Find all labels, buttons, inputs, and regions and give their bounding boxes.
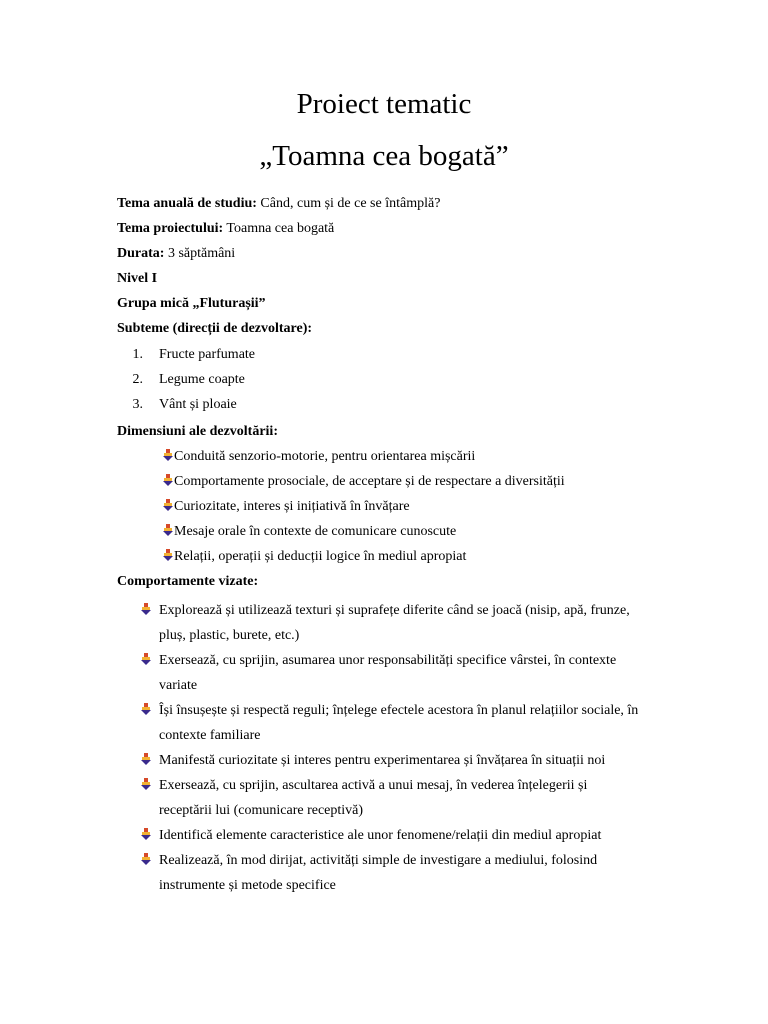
field-label: Tema proiectului: <box>117 221 224 236</box>
list-item <box>162 498 565 523</box>
arrow-down-bullet-icon <box>140 853 152 865</box>
list-number: 1. <box>132 347 143 362</box>
arrow-down-bullet-icon <box>162 449 174 461</box>
arrow-down-bullet-icon <box>162 549 174 561</box>
arrow-down-bullet-icon <box>162 499 174 511</box>
list-text: Exersează, cu sprijin, asumarea unor responsabilități specifice vârstei, în contexte variate <box>159 653 617 693</box>
list-item <box>162 448 565 473</box>
list-item <box>140 648 640 698</box>
list-item <box>140 773 640 823</box>
arrow-down-bullet-icon <box>140 603 152 615</box>
list-item <box>140 748 640 773</box>
list-number: 3. <box>132 397 143 412</box>
list-text: Vânt și ploaie <box>159 397 237 412</box>
field-label: Nivel I <box>117 271 158 286</box>
list-text: Își însușește și respectă reguli; înțelege efectele acestora în planul relațiilor sociale, în contexte familiare <box>159 703 639 743</box>
field-durata <box>117 246 235 262</box>
list-text: Mesaje orale în contexte de comunicare cunoscute <box>174 524 457 539</box>
subteme-list <box>117 346 255 421</box>
arrow-down-bullet-icon <box>140 703 152 715</box>
list-text: Conduită senzorio-motorie, pentru orientarea mișcării <box>174 449 476 464</box>
field-nivel <box>117 271 157 287</box>
list-text: Fructe parfumate <box>159 347 256 362</box>
list-item <box>140 823 640 848</box>
arrow-down-bullet-icon <box>162 474 174 486</box>
arrow-down-bullet-icon <box>162 524 174 536</box>
field-value: Când, cum și de ce se întâmplă? <box>256 196 441 211</box>
dimensiuni-list <box>162 448 565 573</box>
field-label: Grupa mică „Fluturașii” <box>117 296 266 311</box>
page-title: Proiect tematic <box>296 88 472 120</box>
list-text: Explorează și utilizează texturi și suprafețe diferite când se joacă (nisip, apă, frunze, pluș, plastic, burete, etc.) <box>159 603 630 643</box>
heading-text: Comportamente vizate: <box>117 574 259 589</box>
arrow-down-bullet-icon <box>140 753 152 765</box>
list-item <box>162 473 565 498</box>
list-item <box>140 598 640 648</box>
list-number: 2. <box>132 372 143 387</box>
field-grupa <box>117 296 266 312</box>
dimensiuni-heading <box>117 424 278 440</box>
list-text: Realizează, în mod dirijat, activități simple de investigare a mediului, folosind instrumente și metode specifice <box>159 853 598 893</box>
list-item <box>140 848 640 898</box>
heading-text: Dimensiuni ale dezvoltării: <box>117 424 278 439</box>
page-subtitle: „Toamna cea bogată” <box>259 140 509 172</box>
list-text: Manifestă curiozitate și interes pentru experimentarea și învățarea în situații noi <box>159 753 606 768</box>
list-text: Identifică elemente caracteristice ale unor fenomene/relații din mediul apropiat <box>159 828 602 843</box>
comportamente-list <box>140 598 640 898</box>
field-label: Tema anuală de studiu: <box>117 196 257 211</box>
arrow-down-bullet-icon <box>140 828 152 840</box>
arrow-down-bullet-icon <box>140 778 152 790</box>
list-text: Exersează, cu sprijin, ascultarea activă a unui mesaj, în vederea înțelegerii și receptării lui (comunicare receptivă) <box>159 778 588 818</box>
list-text: Comportamente prosociale, de acceptare și de respectare a diversității <box>174 474 565 489</box>
list-item <box>162 548 565 573</box>
list-item <box>162 523 565 548</box>
field-label: Subteme (direcții de dezvoltare): <box>117 321 313 336</box>
list-text: Relații, operații și deducții logice în mediul apropiat <box>174 549 467 564</box>
field-value: 3 săptămâni <box>164 246 236 261</box>
field-subteme <box>117 321 312 337</box>
list-text: Curiozitate, interes și inițiativă în învățare <box>174 499 410 514</box>
arrow-down-bullet-icon <box>140 653 152 665</box>
field-value: Toamna cea bogată <box>223 221 335 236</box>
field-label: Durata: <box>117 246 165 261</box>
list-item <box>117 346 255 371</box>
field-tema-anuala <box>117 196 440 212</box>
comportamente-heading <box>117 574 258 590</box>
list-item <box>117 396 255 421</box>
list-item <box>117 371 255 396</box>
list-item <box>140 698 640 748</box>
list-text: Legume coapte <box>159 372 245 387</box>
field-tema-proiectului <box>117 221 334 237</box>
